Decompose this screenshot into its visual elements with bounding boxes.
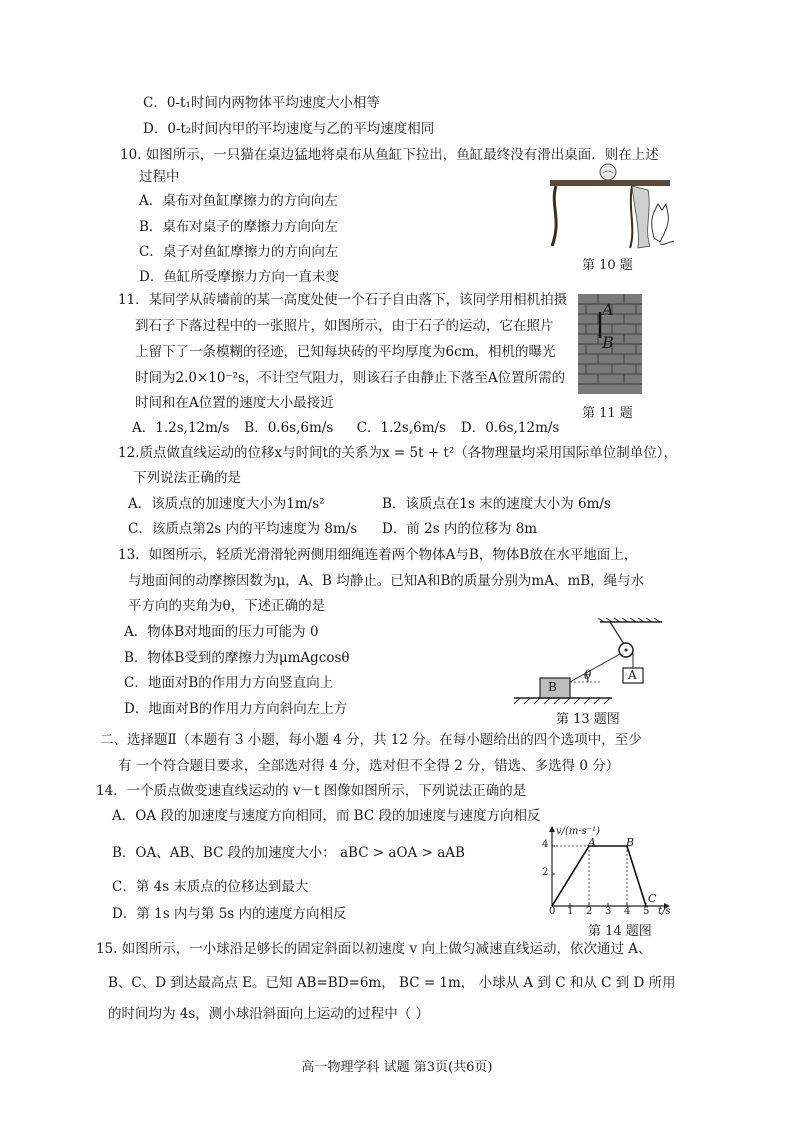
- q12-option-b: B．该质点在1s 末的速度大小为 6m/s: [382, 496, 611, 512]
- q13-option-d: D．地面对B的作用力方向斜向左上方: [124, 701, 348, 717]
- q11-label-b: B: [602, 333, 614, 352]
- q14-option-c: C．第 4s 末质点的位移达到最大: [112, 879, 309, 895]
- q13-label-b: B: [548, 680, 557, 694]
- q11-stem-line4: 时间为2.0×10⁻²s，不计空气阻力，则该石子由静止下落至A位置所需的: [135, 370, 566, 386]
- q10-stem-line1: 10. 如图所示，一只猫在桌边猛地将桌布从鱼缸下拉出，鱼缸最终没有滑出桌面．则在上述: [120, 147, 659, 163]
- q13-figure-caption: 第 13 题图: [556, 712, 620, 727]
- q13-option-b: B．物体B受到的摩擦力为μmAgcosθ: [124, 650, 350, 666]
- q14-stem: 14．一个质点做变速直线运动的 v－t 图像如图所示，下列说法正确的是: [96, 783, 527, 799]
- q13-stem-line3: 平方向的夹角为θ，下述正确的是: [128, 598, 326, 614]
- q11-options: [132, 419, 559, 437]
- q11-option-a: A．1.2s,12m/s: [132, 420, 230, 436]
- q14-point-b: B: [626, 836, 635, 849]
- q13-stem-line2: 与地面间的动摩擦因数为μ，A、B 均静止。已知A和B的质量分别为mA、mB，绳与水: [128, 573, 645, 589]
- q11-option-c: C．1.2s,6m/s: [356, 420, 446, 436]
- q13-option-a: A．物体B对地面的压力可能为 0: [124, 624, 319, 640]
- q11-label-a: A: [602, 300, 614, 319]
- q14-option-d: D．第 1s 内与第 5s 内的速度方向相反: [112, 906, 347, 922]
- q12-stem-line2: 下列说法正确的是: [133, 470, 241, 486]
- q10-option-c: C．桌子对鱼缸摩擦力的方向向左: [139, 244, 339, 260]
- q9-option-d: D．0-t₂时间内甲的平均速度与乙的平均速度相同: [143, 121, 435, 137]
- q14-xtick-5: 5: [643, 906, 650, 917]
- q14-point-a: A: [588, 836, 596, 849]
- q14-option-b: B．OA、AB、BC 段的加速度大小： aBC > aOA > aAB: [112, 845, 465, 861]
- q13-option-c: C．地面对B的作用力方向竖直向上: [124, 675, 334, 691]
- q10-figure-caption: 第 10 题: [582, 258, 633, 273]
- q14-xtick-3: 3: [605, 906, 612, 917]
- q15-stem-line1: 15. 如图所示，一小球沿足够长的固定斜面以初速度 v 向上做匀减速直线运动，依次通过 A、: [96, 941, 652, 957]
- q15-stem-line3: 的时间均为 4s，测小球沿斜面向上运动的过程中（ ）: [108, 1006, 430, 1022]
- q9-option-c: C．0-t₁时间内两物体平均速度大小相等: [143, 95, 380, 111]
- q14-option-a: A．OA 段的加速度与速度方向相同，而 BC 段的加速度与速度方向相反: [112, 808, 541, 824]
- q14-xtick-0: 0: [549, 906, 556, 917]
- q15-stem-line2: B、C、D 到达最高点 E。已知 AB=BD=6m， BC = 1m， 小球从 A 到 C 和从 C 到 D 所用: [108, 975, 676, 991]
- q11-stem-line2: 到石子下落过程中的一张照片，如图所示，由于石子的运动，它在照片: [135, 318, 554, 334]
- q13-label-a: A: [628, 668, 637, 682]
- q12-option-c: C．该质点第2s 内的平均速度为 8m/s: [128, 521, 358, 537]
- q11-stem-line1: 11．某同学从砖墙前的某一高度处使一个石子自由落下，该同学用相机拍摄: [118, 292, 568, 308]
- q14-xtick-2: 2: [586, 906, 593, 917]
- q14-ytick-2: 2: [542, 867, 549, 878]
- q12-stem-line1: 12.质点做直线运动的位移x与时间t的关系为x = 5t + t²（各物理量均采用国际单位制单位），: [118, 445, 678, 461]
- q12-option-a: A．该质点的加速度大小为1m/s²: [128, 496, 325, 512]
- q13-stem-line1: 13．如图所示，轻质光滑滑轮两侧用细绳连着两个物体A与B，物体B放在水平地面上，: [118, 547, 638, 563]
- q11-option-d: D．0.6s,12m/s: [460, 420, 560, 436]
- section2-heading-line2: 有 一个符合题目要求，全部选对得 4 分，选对但不全得 2 分，错选、多选得 0 分）: [118, 758, 620, 774]
- q11-stem-line3: 上留下了一条模糊的径迹，已知每块砖的平均厚度为6cm，相机的曝光: [135, 344, 556, 360]
- q11-figure-caption: 第 11 题: [582, 406, 633, 421]
- q10-stem-line2: 过程中: [139, 169, 180, 185]
- q14-xtick-1: 1: [567, 906, 574, 917]
- q11-option-b: B．0.6s,6m/s: [244, 420, 334, 436]
- cat-tablecloth-figure: [548, 160, 676, 252]
- q14-point-c: C: [648, 892, 657, 905]
- q13-label-theta: θ: [584, 668, 592, 682]
- q14-xlabel: t/s: [658, 906, 671, 917]
- q12-option-d: D．前 2s 内的位移为 8m: [382, 521, 538, 537]
- q10-option-d: D．鱼缸所受摩擦力方向一直未变: [139, 269, 339, 285]
- q11-stem-line5: 时间和在A位置的速度大小最接近: [135, 395, 334, 411]
- q14-xtick-4: 4: [624, 906, 631, 917]
- q14-ylabel: v/(m·s⁻¹): [556, 826, 600, 837]
- q14-figure-caption: 第 14 题图: [588, 924, 652, 939]
- page-footer: 高一物理学科 试题 第3页(共6页): [301, 1060, 493, 1075]
- q10-option-a: A．桌布对鱼缸摩擦力的方向向左: [139, 193, 338, 209]
- section2-heading-line1: 二、选择题Ⅱ（本题有 3 小题，每小题 4 分，共 12 分。在每小题给出的四个选项中，至少: [100, 732, 642, 748]
- q10-option-b: B．桌布对桌子的摩擦力方向向左: [139, 219, 338, 235]
- q14-ytick-4: 4: [542, 839, 549, 850]
- pulley-figure: [512, 618, 672, 706]
